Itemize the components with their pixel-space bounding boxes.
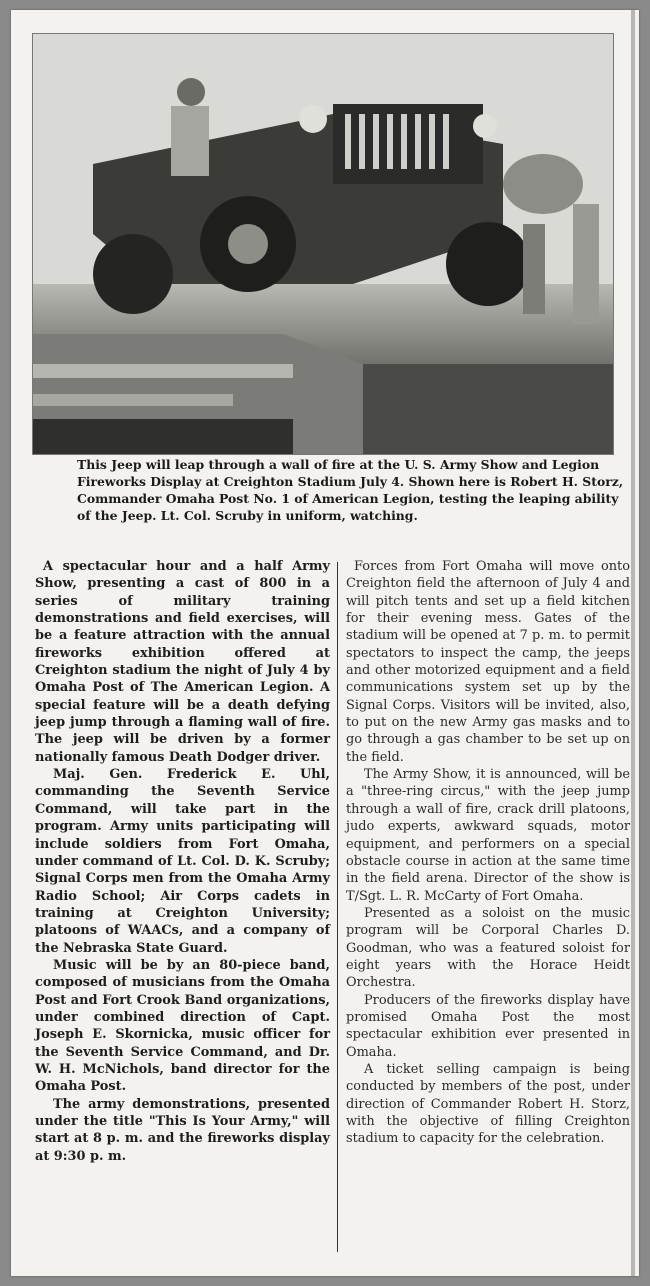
jeep-jump-photo bbox=[32, 33, 614, 455]
photo-hub bbox=[228, 224, 268, 264]
photo-ramp-plank bbox=[33, 394, 233, 406]
photo-ground bbox=[363, 364, 613, 454]
photo-headlight bbox=[299, 105, 327, 133]
photo-ground-shadow bbox=[33, 419, 293, 454]
article-left-column bbox=[35, 558, 330, 1165]
photo-driver-body bbox=[171, 106, 209, 176]
photo-caption: This Jeep will leap through a wall of fire at the U. S. Army Show and Legion Fireworks Display at Creighton Stadium July 4. Shown here is Robert H. Storz, Commander Omaha Post No. 1 of American Legion, testing the leaping ability of the Jeep. Lt. Col. Scruby in uniform, watching. bbox=[77, 457, 624, 523]
photo-wheel bbox=[93, 234, 173, 314]
photo-driver-head bbox=[177, 78, 205, 106]
photo-rear-wheel bbox=[446, 222, 530, 306]
article-paragraph: Maj. Gen. Frederick E. Uhl, commanding the Seventh Service Command, will take part in the program. Army units participating will include soldiers from Fort Omaha, under command of Lt. Col. D. K. Scruby; Signal Corps men from the Omaha Army Radio School; Air Corps cadets in training at Creighton University; platoons of WAACs, and a company of the Nebraska State Guard. bbox=[35, 767, 330, 956]
article-paragraph: Producers of the fireworks display have promised Omaha Post the most spectacular exhibition ever presented in Omaha. bbox=[346, 992, 630, 1060]
photo-tree bbox=[503, 154, 583, 214]
article-paragraph: A ticket selling campaign is being conducted by members of the post, under direction of Commander Robert H. Storz, with the objective of filling Creighton stadium to capacity for the celebration. bbox=[346, 1061, 630, 1147]
photo-illustration bbox=[33, 34, 613, 454]
photo-jeep-grille bbox=[333, 104, 483, 184]
article-paragraph: The army demonstrations, presented under the title "This Is Your Army," will start at 8 p. m. and the fireworks display at 9:30 p. m. bbox=[35, 1096, 330, 1164]
clipping-edge-shadow bbox=[631, 10, 635, 1276]
column-divider bbox=[337, 562, 338, 1252]
article-paragraph: Forces from Fort Omaha will move onto Creighton field the afternoon of July 4 and will pitch tents and set up a field kitchen for their evening mess. Gates of the stadium will be opened at 7 p. m. to permit spectators to inspect the camp, the jeeps and other motorized equipment and a field communications system set up by the Signal Corps. Visitors will be invited, also, to put on the new Army gas masks and to go through a gas chamber to be set up on the field. bbox=[346, 559, 630, 765]
photo-bystander bbox=[523, 224, 545, 314]
article-paragraph: A spectacular hour and a half Army Show, presenting a cast of 800 in a series of military training demonstrations and field exercises, will be a feature attraction with the annual fireworks exhibition offered at Creighton stadium the night of July 4 by Omaha Post of The American Legion. A special feature will be a death defying jeep jump through a flaming wall of fire. The jeep will be driven by a former nationally famous Death Dodger driver. bbox=[35, 559, 330, 765]
photo-headlight bbox=[473, 114, 497, 138]
article-paragraph: The Army Show, it is announced, will be a "three-ring circus," with the jeep jump through a wall of fire, crack drill platoons, judo experts, awkward squads, motor equipment, and performers on a special obstacle course in action at the same time in the field arena. Director of the show is T/Sgt. L. R. McCarty of Fort Omaha. bbox=[346, 767, 630, 904]
article-paragraph: Music will be by an 80-piece band, composed of musicians from the Omaha Post and Fort Crook Band organizations, under combined direction of Capt. Joseph E. Skornicka, music officer for the Seventh Service Command, and Dr. W. H. McNichols, band director for the Omaha Post. bbox=[35, 957, 330, 1095]
newspaper-clipping bbox=[11, 10, 639, 1276]
photo-ramp-plank bbox=[33, 364, 293, 378]
article-paragraph: Presented as a soloist on the music program will be Corporal Charles D. Goodman, who was a featured soloist for eight years with the Horace Heidt Orchestra. bbox=[346, 905, 630, 991]
article-right-column bbox=[346, 558, 630, 1148]
photo-officer bbox=[573, 204, 599, 324]
